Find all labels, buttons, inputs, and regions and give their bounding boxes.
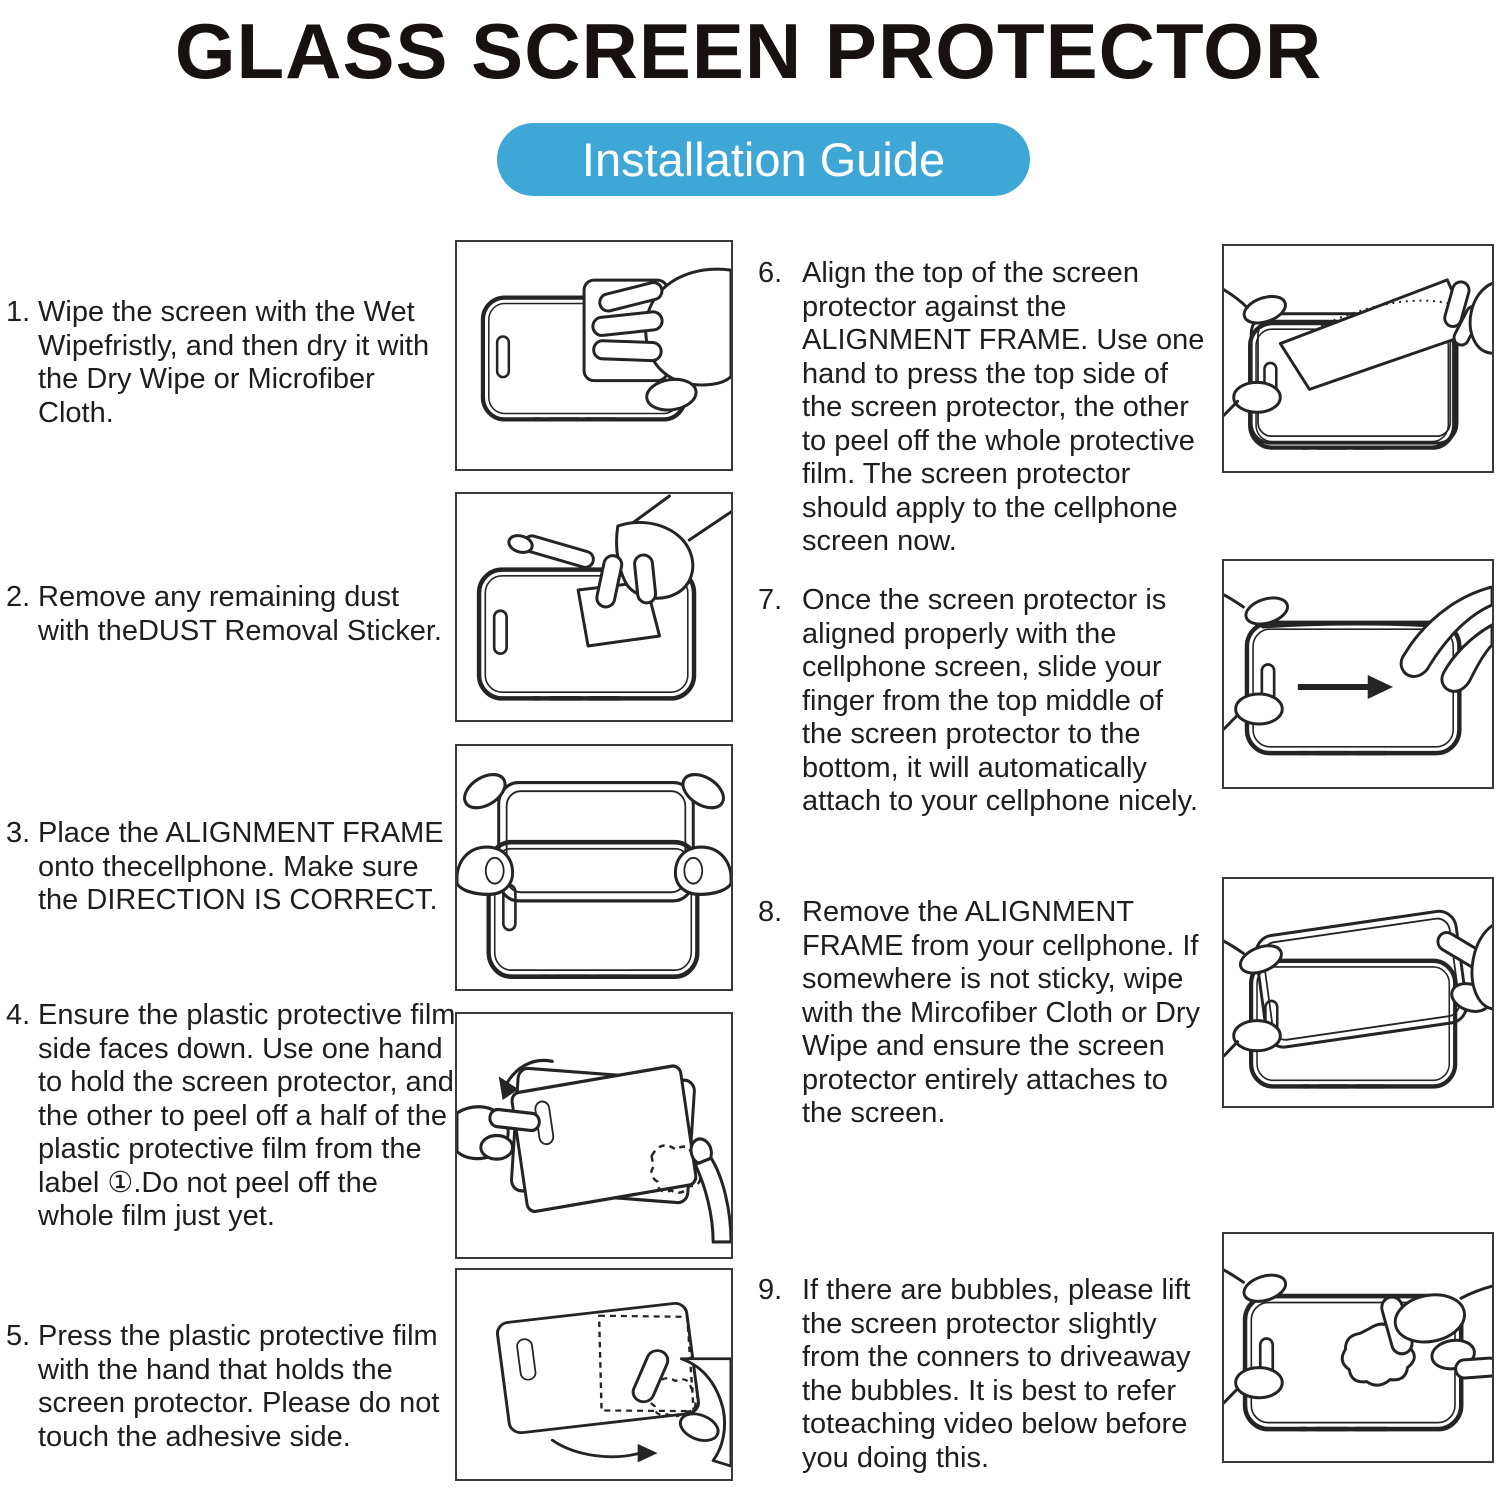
step-item-4 bbox=[6, 999, 458, 1234]
step-number: 9. bbox=[758, 1274, 783, 1306]
page-title: GLASS SCREEN PROTECTOR bbox=[174, 7, 1323, 95]
step-text: Remove the ALIGNMENT FRAME from your cellphone. If somewhere is not sticky, wipe with the Mircofiber Cloth or Dry Wipe and ensure the screen protector entirely attaches to the screen. bbox=[802, 896, 1201, 1129]
slide-finger-illustration bbox=[1222, 559, 1494, 789]
step-item-5 bbox=[6, 1320, 448, 1454]
step-number: 7. bbox=[758, 584, 783, 616]
remove-bubbles-illustration bbox=[1222, 1232, 1494, 1463]
badge-label: Installation Guide bbox=[581, 133, 946, 186]
step-item-8 bbox=[758, 896, 1210, 1131]
right-hand-icon bbox=[688, 1136, 731, 1242]
step-number: 5. bbox=[6, 1320, 31, 1352]
step-number: 4. bbox=[6, 999, 31, 1031]
phone-icon bbox=[1251, 961, 1455, 1087]
step-number: 8. bbox=[758, 896, 783, 928]
remove-frame-illustration bbox=[1222, 877, 1494, 1108]
wipe-screen-illustration bbox=[455, 240, 733, 471]
step-item-2 bbox=[6, 581, 453, 648]
phone-icon bbox=[489, 842, 698, 976]
step-item-9 bbox=[758, 1274, 1210, 1475]
step-item-1 bbox=[6, 296, 448, 430]
curved-arrow-icon bbox=[552, 1440, 657, 1462]
step-text: Wipe the screen with the Wet Wipefristly, and then dry it with the Dry Wipe or Microfiber Cloth. bbox=[38, 296, 430, 429]
step-text: Press the plastic protective film with the hand that holds the screen protector. Please do not touch the adhesive side. bbox=[38, 1320, 440, 1453]
installation-guide-badge bbox=[497, 123, 1030, 196]
pointing-finger-icon bbox=[1401, 587, 1492, 691]
step-number: 2. bbox=[6, 581, 31, 613]
right-thumb-icon bbox=[675, 768, 731, 895]
alignment-frame-illustration bbox=[455, 744, 733, 991]
step-text: Ensure the plastic protective film side faces down. Use one hand to hold the screen protector, and the other to peel off a half of the plastic protective film from the label ①.Do not peel off the whole film just yet. bbox=[38, 999, 456, 1232]
press-film-illustration bbox=[455, 1268, 733, 1481]
step-text: Align the top of the screen protector against the ALIGNMENT FRAME. Use one hand to press the top side of the screen protector, the other to peel off the whole protective film. The screen protector should apply to the cellphone screen now. bbox=[802, 257, 1205, 557]
step-text: If there are bubbles, please lift the screen protector slightly from the conners to driveaway the bubbles. It is best to refer toteaching video below before you doing this. bbox=[802, 1274, 1191, 1474]
step-text: Once the screen protector is aligned properly with the cellphone screen, slide your finger from the top middle of the screen protector to the bottom, it will automatically attach to your cellphone nicely. bbox=[802, 584, 1199, 817]
step-number: 6. bbox=[758, 257, 783, 289]
step-item-6 bbox=[758, 257, 1210, 559]
step-number: 1. bbox=[6, 296, 31, 328]
step-text: Place the ALIGNMENT FRAME onto thecellphone. Make sure the DIRECTION IS CORRECT. bbox=[38, 817, 444, 916]
step-number: 3. bbox=[6, 817, 31, 849]
left-thumb-icon bbox=[457, 768, 513, 895]
peel-half-film-illustration bbox=[455, 1012, 733, 1259]
step-item-3 bbox=[6, 817, 448, 918]
step-item-7 bbox=[758, 584, 1210, 819]
align-protector-illustration bbox=[1222, 244, 1494, 473]
step-text: Remove any remaining dust with theDUST Removal Sticker. bbox=[38, 581, 442, 647]
dust-sticker-illustration bbox=[455, 492, 733, 722]
